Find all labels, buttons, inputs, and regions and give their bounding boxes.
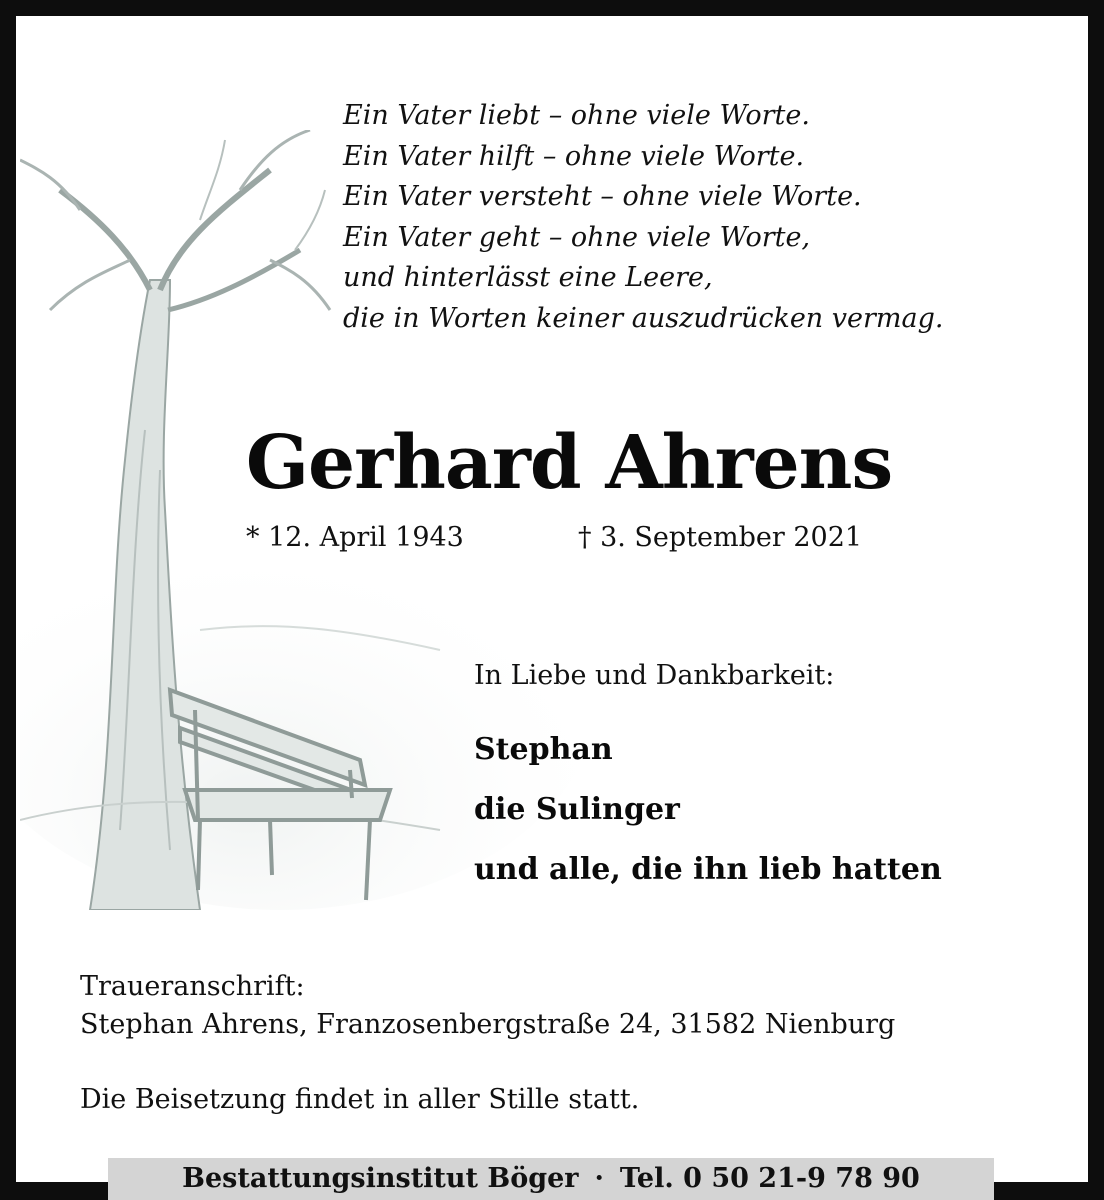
mourning-address (80, 968, 895, 1044)
address-value: Stephan Ahrens, Franzosenbergstraße 24, 31582 Nienburg (80, 1009, 896, 1040)
funeral-home-name: Bestattungsinstitut Böger (182, 1163, 579, 1194)
poem-line: Ein Vater liebt – ohne viele Worte. (343, 100, 810, 131)
death-date: † 3. September 2021 (578, 522, 863, 553)
poem-line: Ein Vater geht – ohne viele Worte, (343, 221, 811, 253)
funeral-home-phone: Tel. 0 50 21-9 78 90 (619, 1163, 920, 1194)
poem-line: die in Worten keiner auszudrücken vermag. (343, 302, 944, 334)
mourners-intro: In Liebe und Dankbarkeit: (474, 660, 835, 691)
mourner-name: die Sulinger (474, 792, 680, 827)
birth-date: * 12. April 1943 (246, 522, 464, 553)
funeral-home-footer (108, 1158, 994, 1200)
mourners-list (474, 720, 942, 900)
poem (343, 96, 943, 339)
poem-line: und hinterlässt eine Leere, (343, 262, 713, 293)
burial-note: Die Beisetzung findet in aller Stille statt. (80, 1084, 640, 1115)
poem-line: Ein Vater versteht – ohne viele Worte. (343, 181, 862, 212)
deceased-name: Gerhard Ahrens (245, 420, 893, 506)
footer-separator: · (594, 1163, 604, 1194)
mourner-name: Stephan (474, 732, 613, 767)
address-label: Traueranschrift: (80, 971, 305, 1002)
poem-line: Ein Vater hilft – ohne viele Worte. (343, 140, 805, 172)
mourner-name: und alle, die ihn lieb hatten (474, 852, 942, 887)
